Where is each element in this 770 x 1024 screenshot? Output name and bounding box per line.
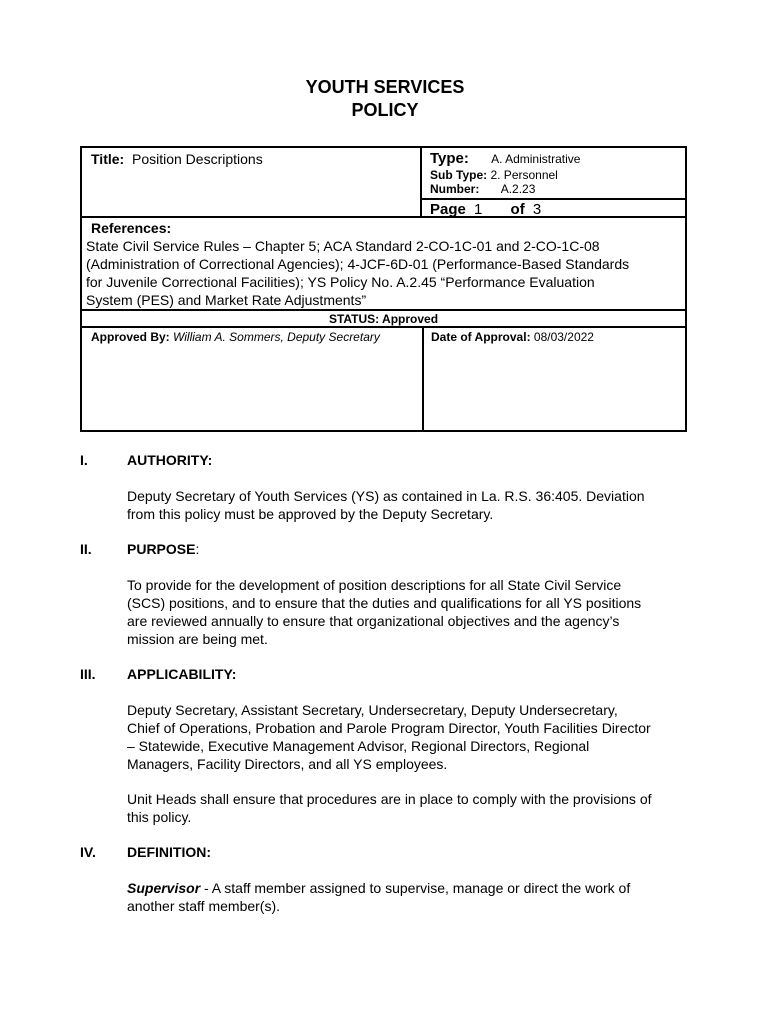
references-label: References: [91, 220, 172, 236]
section-number: I. [80, 452, 88, 468]
number-label: Number: [430, 182, 480, 196]
paragraph-line: Managers, Facility Directors, and all YS employees. [127, 756, 448, 772]
approved-by-value: William A. Sommers, Deputy Secretary [173, 330, 380, 344]
paragraph-line: mission are being met. [127, 631, 268, 647]
definition-term: Supervisor [127, 880, 201, 896]
status-text: STATUS: Approved [328, 312, 439, 326]
paragraph-line: from this policy must be approved by the Deputy Secretary. [127, 506, 494, 522]
divider-page-row [420, 198, 685, 200]
section-number: II. [80, 541, 92, 557]
section-heading-applicability: APPLICABILITY: [127, 666, 237, 682]
title-cell [91, 151, 263, 167]
section-number: III. [80, 666, 96, 682]
paragraph-line: Deputy Secretary, Assistant Secretary, Undersecretary, Deputy Undersecretary, [127, 702, 618, 718]
subtype-label: Sub Type: [430, 168, 488, 182]
page-total: 3 [532, 201, 542, 218]
subtype-value: 2. Personnel [490, 168, 558, 182]
definition-line: Supervisor - A staff member assigned to supervise, manage or direct the work of [127, 880, 631, 896]
references-line: State Civil Service Rules – Chapter 5; ACA Standard 2-CO-1C-01 and 2-CO-1C-08 [86, 238, 600, 254]
number-value: A.2.23 [500, 182, 536, 196]
section-heading-authority: AUTHORITY: [127, 452, 213, 468]
references-text [86, 237, 686, 309]
policy-info-table [80, 146, 687, 432]
paragraph-line: – Statewide, Executive Management Advisor, Regional Directors, Regional [127, 738, 590, 754]
approved-by-cell [91, 330, 380, 344]
document-header [0, 76, 770, 122]
page-of-label: of [510, 201, 525, 218]
divider-status-bottom [82, 326, 685, 328]
authority-paragraph [127, 487, 688, 523]
page-current: 1 [474, 201, 483, 218]
paragraph-line: are reviewed annually to ensure that organizational objectives and the agency’s [127, 613, 620, 629]
title-label: Title: [91, 151, 125, 167]
date-label: Date of Approval: [431, 330, 531, 344]
divider-status-top [82, 309, 685, 311]
section-heading-definition: DEFINITION: [127, 844, 211, 860]
divider-vertical-top [420, 148, 422, 218]
paragraph-line: this policy. [127, 809, 192, 825]
date-of-approval-cell [431, 330, 594, 344]
section-heading-purpose: PURPOSE: [127, 541, 200, 557]
header-line-1: YOUTH SERVICES [305, 77, 465, 97]
references-line: (Administration of Correctional Agencies); 4-JCF-6D-01 (Performance-Based Standards [86, 256, 630, 272]
references-line: for Juvenile Correctional Facilities); YS Policy No. A.2.45 “Performance Evaluation [86, 274, 595, 290]
paragraph-line: (SCS) positions, and to ensure that the duties and qualifications for all YS positions [127, 595, 642, 611]
page-label: Page [430, 201, 466, 218]
paragraph-line: Unit Heads shall ensure that procedures are in place to comply with the provisions of [127, 791, 652, 807]
type-value: A. Administrative [491, 152, 581, 166]
references-line: System (PES) and Market Rate Adjustments” [86, 292, 367, 308]
section-number: IV. [80, 844, 96, 860]
date-value: 08/03/2022 [533, 330, 594, 344]
definition-line: another staff member(s). [127, 898, 281, 914]
applicability-paragraph-2 [127, 790, 688, 826]
applicability-paragraph [127, 701, 688, 773]
number-cell [430, 182, 535, 196]
type-cell [430, 150, 580, 167]
purpose-paragraph [127, 576, 688, 648]
title-value: Position Descriptions [131, 151, 263, 167]
paragraph-line: Deputy Secretary of Youth Services (YS) as contained in La. R.S. 36:405. Deviation [127, 488, 645, 504]
subtype-cell [430, 168, 558, 182]
approved-by-label: Approved By: [91, 330, 170, 344]
header-line-2: POLICY [351, 100, 419, 120]
paragraph-line: Chief of Operations, Probation and Parole Program Director, Youth Facilities Director [127, 720, 651, 736]
divider-vertical-bottom [422, 326, 424, 432]
divider-references-top [82, 216, 685, 218]
paragraph-line: To provide for the development of position descriptions for all State Civil Service [127, 577, 622, 593]
type-label: Type: [430, 150, 469, 167]
definition-paragraph [127, 879, 688, 915]
